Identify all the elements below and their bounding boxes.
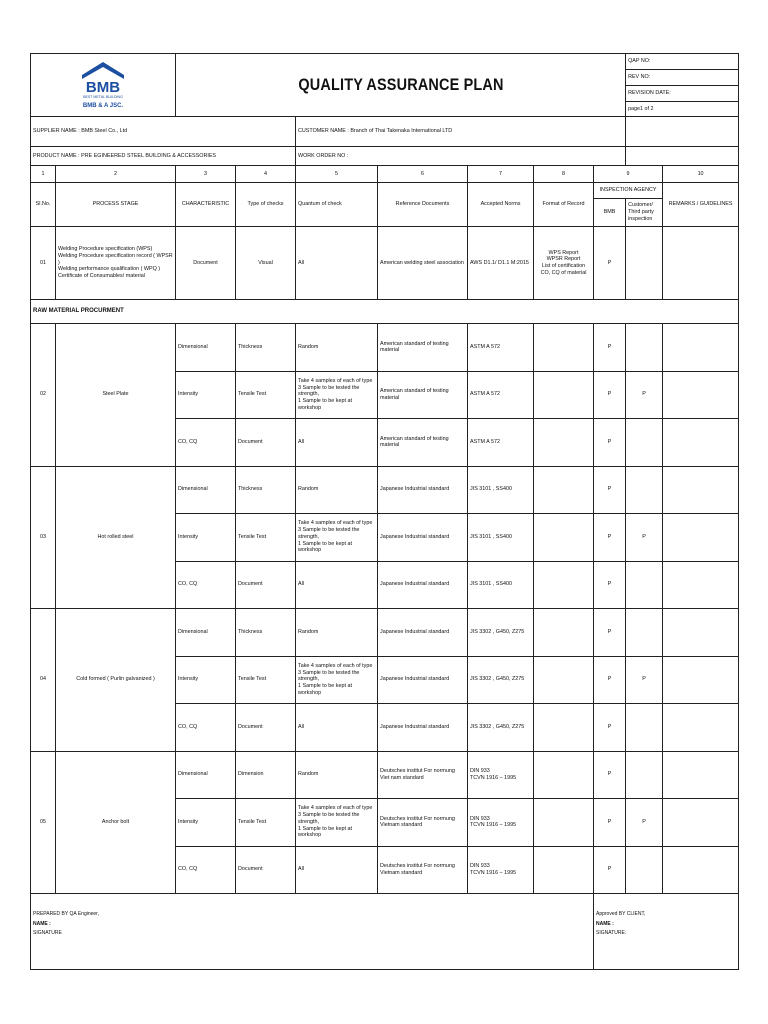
table-row [31, 227, 739, 300]
material-groups [31, 324, 739, 894]
col-number: 7 [468, 166, 534, 183]
characteristic: Dimensional [176, 609, 236, 657]
quantum-of-check: Take 4 samples of each of type 3 Sample to be tested the strength, 1 Sample to be kept at workshop [296, 514, 378, 562]
header-bmb: BMB [594, 199, 626, 227]
reference-document: American standard of testing material [378, 324, 468, 372]
format-of-record [534, 704, 594, 752]
characteristic: CO, CQ [176, 704, 236, 752]
reference-document: Deutsches institut For normung Viet nam standard [378, 751, 468, 799]
process-stage: Steel Plate [56, 324, 176, 467]
section-label: RAW MATERIAL PROCURMENT [31, 300, 739, 324]
sl-no: 02 [31, 324, 56, 467]
type-of-check: Tensile Test [236, 514, 296, 562]
col-number: 2 [56, 166, 176, 183]
accepted-norm: DIN 933 TCVN 1916 – 1995 [468, 846, 534, 894]
characteristic: Dimensional [176, 751, 236, 799]
table-row [31, 609, 739, 657]
header-sl-no: Sl.No. [31, 183, 56, 227]
header-type-of-checks: Type of checks [236, 183, 296, 227]
reference-document: Japanese Industrial standard [378, 704, 468, 752]
type-of-check: Document [236, 846, 296, 894]
reference-document: Japanese Industrial standard [378, 514, 468, 562]
quantum-of-check: All [296, 419, 378, 467]
rev-no: REV NO: [626, 70, 739, 86]
company-logo [31, 54, 176, 117]
col-number: 3 [176, 166, 236, 183]
approved-name-label: NAME : [596, 920, 614, 927]
table-row [31, 751, 739, 799]
col-number: 4 [236, 166, 296, 183]
characteristic: Document [176, 227, 236, 300]
bmb-check: P [594, 514, 626, 562]
remarks [663, 371, 739, 419]
quantum-of-check: Random [296, 324, 378, 372]
format-of-record [534, 846, 594, 894]
customer-check: P [626, 514, 663, 562]
remarks [663, 324, 739, 372]
reference-document: American welding steel association [378, 227, 468, 300]
col-number: 8 [534, 166, 594, 183]
accepted-norm: ASTM A 572 [468, 419, 534, 467]
prepared-name-label: NAME : [33, 920, 51, 927]
remarks [663, 466, 739, 514]
accepted-norm: ASTM A 572 [468, 324, 534, 372]
accepted-norm: ASTM A 572 [468, 371, 534, 419]
characteristic: Dimensional [176, 466, 236, 514]
signature-left: SIGNATURE [33, 930, 62, 936]
customer-name: CUSTOMER NAME : Branch of Thai Takenaka International LTD [296, 117, 626, 147]
characteristic: Dimensional [176, 324, 236, 372]
customer-check [626, 751, 663, 799]
approved-by-block [594, 894, 739, 970]
remarks [663, 609, 739, 657]
customer-check [626, 466, 663, 514]
sl-no: 01 [31, 227, 56, 300]
characteristic: Intensity [176, 514, 236, 562]
quantum-of-check: All [296, 227, 378, 300]
table-row [31, 466, 739, 514]
table-row [31, 324, 739, 372]
header-accepted-norms: Accepted Norms [468, 183, 534, 227]
header-customer-third-party: Customer/ Third party inspection [626, 199, 663, 227]
col-number: 6 [378, 166, 468, 183]
quantum-of-check: Random [296, 466, 378, 514]
type-of-check: Document [236, 419, 296, 467]
bmb-check: P [594, 799, 626, 847]
bmb-check: P [594, 324, 626, 372]
format-of-record [534, 371, 594, 419]
prepared-by: PREPARED BY QA Engineer, [33, 911, 99, 917]
remarks [663, 656, 739, 704]
accepted-norm: JIS 3302 , G450, Z275 [468, 609, 534, 657]
bmb-check: P [594, 466, 626, 514]
page-title: QUALITY ASSURANCE PLAN [209, 54, 592, 117]
type-of-check: Tensile Test [236, 799, 296, 847]
type-of-check: Document [236, 561, 296, 609]
characteristic: CO, CQ [176, 561, 236, 609]
revision-date: REVISION DATE: [626, 86, 739, 102]
type-of-check: Thickness [236, 609, 296, 657]
customer-check: P [626, 656, 663, 704]
format-of-record [534, 799, 594, 847]
quantum-of-check: Random [296, 609, 378, 657]
type-of-check: Dimension [236, 751, 296, 799]
bmb-check: P [594, 846, 626, 894]
process-stage: Hot rolled steel [56, 466, 176, 609]
prepared-by-block [31, 894, 594, 970]
format-of-record [534, 514, 594, 562]
characteristic: Intensity [176, 371, 236, 419]
remarks [663, 799, 739, 847]
sl-no: 05 [31, 751, 56, 894]
format-of-record [534, 751, 594, 799]
quantum-of-check: All [296, 561, 378, 609]
header-inspection-agency: INSPECTION AGENCY [594, 183, 663, 199]
reference-document: American standard of testing material [378, 419, 468, 467]
accepted-norm: JIS 3302 , G450, Z275 [468, 704, 534, 752]
characteristic: CO, CQ [176, 419, 236, 467]
qap-table [30, 53, 739, 970]
format-of-record [534, 419, 594, 467]
logo-text: BMB [85, 79, 121, 97]
format-of-record: WPS Report WPSR Report List of certification CO, CQ of material [534, 227, 594, 300]
col-number: 1 [31, 166, 56, 183]
quantum-of-check: Take 4 samples of each of type 3 Sample to be tested the strength, 1 Sample to be kept at workshop [296, 799, 378, 847]
sl-no: 04 [31, 609, 56, 752]
logo-tagline: BEST METAL BUILDING [83, 95, 123, 100]
reference-document: Japanese Industrial standard [378, 561, 468, 609]
characteristic: Intensity [176, 799, 236, 847]
work-order-no: WORK ORDER NO : [296, 147, 626, 166]
customer-check [626, 704, 663, 752]
col-number: 5 [296, 166, 378, 183]
approved-by: Approved BY CLIENT, [596, 911, 646, 917]
bmb-check: P [594, 561, 626, 609]
bmb-check: P [594, 371, 626, 419]
bmb-logo-icon [80, 59, 126, 99]
characteristic: Intensity [176, 656, 236, 704]
remarks [663, 561, 739, 609]
product-name: PRODUCT NAME : PRE EGINEERED STEEL BUILDING & ACCESSORIES [31, 147, 296, 166]
quantum-of-check: Random [296, 751, 378, 799]
signature-right: SIGNATURE: [596, 930, 627, 936]
remarks [663, 419, 739, 467]
reference-document: Deutsches institut For normung Vietnam standard [378, 846, 468, 894]
bmb-check: P [594, 609, 626, 657]
quantum-of-check: All [296, 846, 378, 894]
accepted-norm: JIS 3101 , SS400 [468, 466, 534, 514]
customer-check: P [626, 371, 663, 419]
header-process-stage: PROCESS STAGE [56, 183, 176, 227]
header-characteristic: CHARACTERISTIC [176, 183, 236, 227]
header-remarks: REMARKS / GUIDELINES [663, 183, 739, 227]
process-stage: Anchor bolt [56, 751, 176, 894]
accepted-norm: DIN 933 TCVN 1916 – 1995 [468, 799, 534, 847]
accepted-norm: AWS D1.1/ D1.1 M:2015 [468, 227, 534, 300]
remarks [663, 751, 739, 799]
header-quantum: Quantum of check [296, 183, 378, 227]
customer-check [626, 846, 663, 894]
bmb-check: P [594, 419, 626, 467]
type-of-check: Document [236, 704, 296, 752]
remarks [663, 704, 739, 752]
quantum-of-check: Take 4 samples of each of type 3 Sample to be tested the strength, 1 Sample to be kept at workshop [296, 656, 378, 704]
customer-check [626, 419, 663, 467]
bmb-check: P [594, 656, 626, 704]
customer-check [626, 609, 663, 657]
reference-document: Japanese Industrial standard [378, 656, 468, 704]
col-number: 9 [594, 166, 663, 183]
type-of-check: Tensile Test [236, 656, 296, 704]
header-format-of-record: Format of Record [534, 183, 594, 227]
page-number: page1 of 2 [626, 102, 739, 117]
type-of-check: Thickness [236, 324, 296, 372]
header-reference-documents: Reference Documents [378, 183, 468, 227]
accepted-norm: JIS 3302 , G450, Z275 [468, 656, 534, 704]
type-of-check: Thickness [236, 466, 296, 514]
characteristic: CO, CQ [176, 846, 236, 894]
format-of-record [534, 609, 594, 657]
reference-document: Japanese Industrial standard [378, 466, 468, 514]
customer-check [626, 561, 663, 609]
supplier-name: SUPPLIER NAME : BMB Steel Co., Ltd [31, 117, 296, 147]
col-number: 10 [663, 166, 739, 183]
bmb-check: P [594, 751, 626, 799]
bmb-check: P [594, 227, 626, 300]
type-of-check: Visual [236, 227, 296, 300]
customer-check: P [626, 799, 663, 847]
customer-check [626, 324, 663, 372]
format-of-record [534, 466, 594, 514]
type-of-check: Tensile Test [236, 371, 296, 419]
sl-no: 03 [31, 466, 56, 609]
accepted-norm: JIS 3101 , SS400 [468, 514, 534, 562]
accepted-norm: JIS 3101 , SS400 [468, 561, 534, 609]
format-of-record [534, 324, 594, 372]
qap-sheet [30, 53, 738, 970]
quantum-of-check: Take 4 samples of each of type 3 Sample to be tested the strength, 1 Sample to be kept at workshop [296, 371, 378, 419]
bmb-check: P [594, 704, 626, 752]
process-stage: Welding Procedure specification (WPS) Welding Procedure specification record ( WPSR ) Welding performance qualification ( WPQ ) Certificate of Consumables/ material [56, 227, 176, 300]
format-of-record [534, 656, 594, 704]
quantum-of-check: All [296, 704, 378, 752]
reference-document: American standard of testing material [378, 371, 468, 419]
process-stage: Cold formed ( Purlin galvanized ) [56, 609, 176, 752]
qap-no: QAP NO: [626, 54, 739, 70]
company-name: BMB & A JSC. [82, 103, 124, 110]
remarks [663, 514, 739, 562]
accepted-norm: DIN 933 TCVN 1916 – 1995 [468, 751, 534, 799]
reference-document: Japanese Industrial standard [378, 609, 468, 657]
format-of-record [534, 561, 594, 609]
remarks [663, 846, 739, 894]
reference-document: Deutsches institut For normung Vietnam standard [378, 799, 468, 847]
